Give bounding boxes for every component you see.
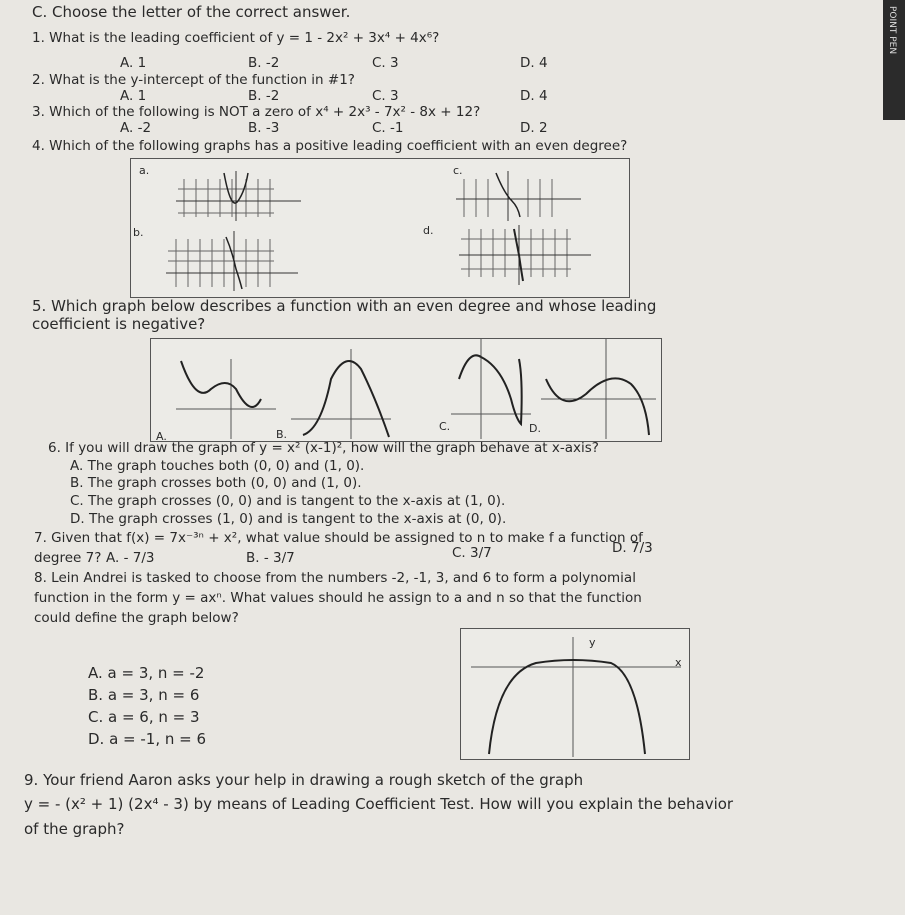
q5-label-b[interactable]: B. — [276, 428, 288, 441]
q4-label-d[interactable]: d. — [423, 224, 434, 237]
q7-choice-a[interactable]: A. - 7/3 — [106, 550, 155, 566]
question-5-line2: coefficient is negative? — [32, 315, 206, 333]
q4-graph-b — [166, 231, 306, 291]
q8-graph — [461, 629, 689, 759]
q1-choice-b[interactable]: B. -2 — [248, 55, 280, 71]
question-7-line1: 7. Given that f(x) = 7x⁻³ⁿ + x², what value should be assigned to n to make f a function of — [34, 530, 643, 546]
q7-choice-b[interactable]: B. - 3/7 — [246, 550, 295, 566]
edge-text: POINT PEN — [887, 6, 897, 55]
q7-choice-c[interactable]: C. 3/7 — [452, 545, 492, 561]
q5-label-c[interactable]: C. — [439, 420, 451, 433]
question-7-line2: degree 7? — [34, 550, 102, 566]
q8-x-label: x — [675, 656, 682, 669]
question-8-line2: function in the form y = axⁿ. What values should he assign to a and n so that the function — [34, 590, 642, 606]
question-8-line1: 8. Lein Andrei is tasked to choose from the numbers -2, -1, 3, and 6 to form a polynomial — [34, 570, 636, 586]
q2-choice-b[interactable]: B. -2 — [248, 88, 280, 104]
q2-choice-c[interactable]: C. 3 — [372, 88, 399, 104]
q2-choice-a[interactable]: A. 1 — [120, 88, 147, 104]
q4-graph-a — [176, 171, 306, 221]
q4-label-c[interactable]: c. — [453, 164, 463, 177]
q3-choice-a[interactable]: A. -2 — [120, 120, 152, 136]
q3-choice-c[interactable]: C. -1 — [372, 120, 404, 136]
q7-choice-d[interactable]: D. 7/3 — [612, 540, 653, 556]
question-6: 6. If you will draw the graph of y = x² (x-1)², how will the graph behave at x-axis? — [48, 440, 599, 456]
question-5-line1: 5. Which graph below describes a function with an even degree and whose leading — [32, 297, 657, 315]
question-9-line3: of the graph? — [24, 820, 125, 838]
q8-choice-b[interactable]: B. a = 3, n = 6 — [88, 686, 200, 704]
q5-graph-panel — [150, 338, 662, 442]
question-9-line2: y = - (x² + 1) (2x⁴ - 3) by means of Leading Coefficient Test. How will you explain the behavior — [24, 795, 734, 813]
q4-label-a[interactable]: a. — [139, 164, 150, 177]
q8-choice-c[interactable]: C. a = 6, n = 3 — [88, 708, 200, 726]
q1-choice-c[interactable]: C. 3 — [372, 55, 399, 71]
page-edge — [883, 0, 905, 120]
q8-y-label: y — [589, 636, 596, 649]
q5-graphs — [151, 339, 661, 441]
q4-label-b[interactable]: b. — [133, 226, 144, 239]
q6-choice-c[interactable]: C. The graph crosses (0, 0) and is tangent to the x-axis at (1, 0). — [70, 493, 506, 509]
q8-graph-panel — [460, 628, 690, 760]
question-1: 1. What is the leading coefficient of y = 1 - 2x² + 3x⁴ + 4x⁶? — [32, 30, 440, 46]
q6-choice-b[interactable]: B. The graph crosses both (0, 0) and (1, 0). — [70, 475, 362, 491]
q8-choice-d[interactable]: D. a = -1, n = 6 — [88, 730, 207, 748]
q6-choice-d[interactable]: D. The graph crosses (1, 0) and is tangent to the x-axis at (0, 0). — [70, 511, 507, 527]
question-4: 4. Which of the following graphs has a positive leading coefficient with an even degree? — [32, 138, 628, 154]
q3-choice-b[interactable]: B. -3 — [248, 120, 280, 136]
question-8-line3: could define the graph below? — [34, 610, 239, 626]
q5-label-d[interactable]: D. — [529, 422, 541, 435]
q1-choice-a[interactable]: A. 1 — [120, 55, 147, 71]
q4-graph-c — [456, 171, 586, 221]
question-3: 3. Which of the following is NOT a zero of x⁴ + 2x³ - 7x² - 8x + 12? — [32, 104, 481, 120]
q4-graph-panel — [130, 158, 630, 298]
q1-choice-d[interactable]: D. 4 — [520, 55, 548, 71]
q4-graph-d — [459, 225, 599, 285]
question-2: 2. What is the y-intercept of the function in #1? — [32, 72, 355, 88]
q3-choice-d[interactable]: D. 2 — [520, 120, 548, 136]
q6-choice-a[interactable]: A. The graph touches both (0, 0) and (1, 0). — [70, 458, 365, 474]
q2-choice-d[interactable]: D. 4 — [520, 88, 548, 104]
q8-choice-a[interactable]: A. a = 3, n = -2 — [88, 664, 205, 682]
q5-label-a[interactable]: A. — [156, 430, 167, 443]
question-9-line1: 9. Your friend Aaron asks your help in drawing a rough sketch of the graph — [24, 771, 584, 789]
section-header: C. Choose the letter of the correct answer. — [32, 3, 351, 21]
